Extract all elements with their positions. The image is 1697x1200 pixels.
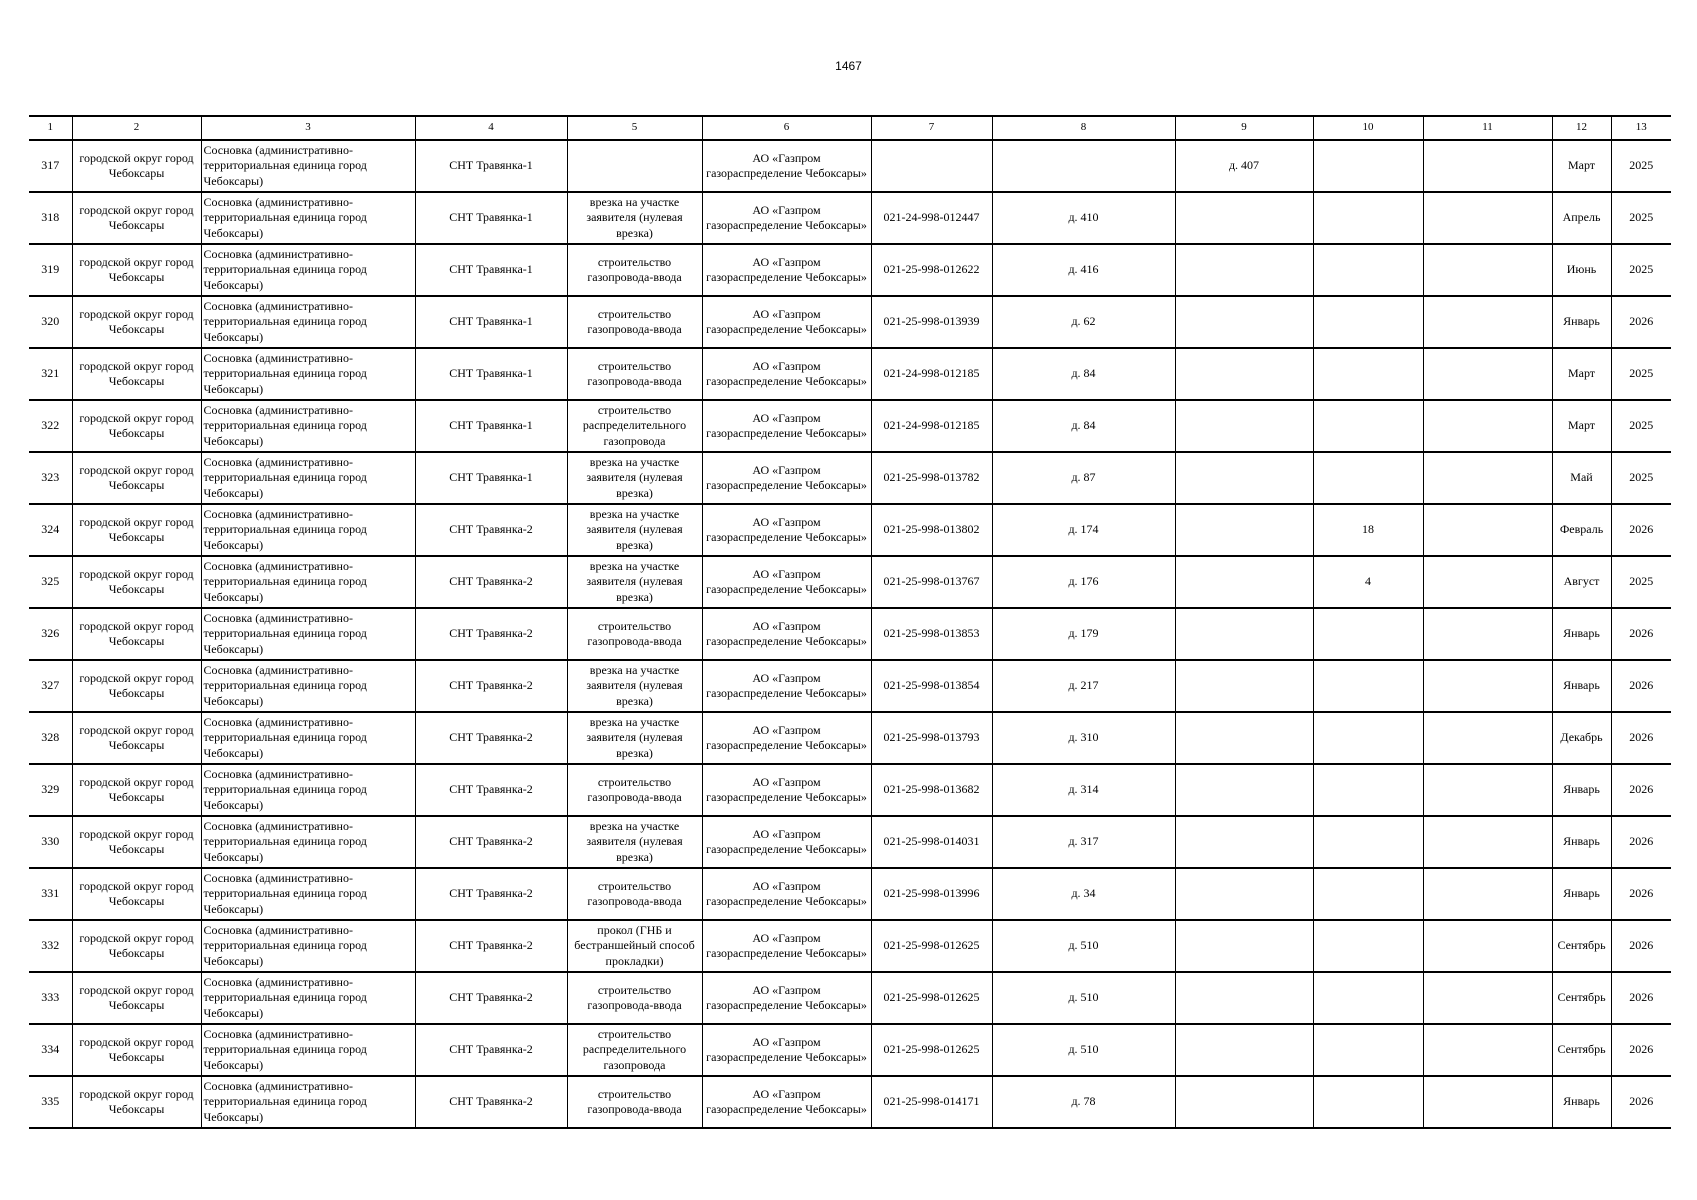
district-cell: городской округ город Чебоксары xyxy=(72,660,201,712)
month-cell: Апрель xyxy=(1552,192,1611,244)
organization-cell: АО «Газпром газораспределение Чебоксары» xyxy=(702,556,871,608)
month-cell: Январь xyxy=(1552,608,1611,660)
column-header: 12 xyxy=(1552,116,1611,140)
organization-cell: АО «Газпром газораспределение Чебоксары» xyxy=(702,712,871,764)
work-type-cell: врезка на участке заявителя (нулевая врезка) xyxy=(567,504,702,556)
row-number-cell: 323 xyxy=(29,452,72,504)
row-number-cell: 327 xyxy=(29,660,72,712)
snt-cell: СНТ Травянка-2 xyxy=(415,972,567,1024)
application-code-cell: 021-25-998-013939 xyxy=(871,296,992,348)
column-10-cell: 4 xyxy=(1313,556,1423,608)
year-cell: 2025 xyxy=(1611,452,1671,504)
work-type-cell: врезка на участке заявителя (нулевая врезка) xyxy=(567,712,702,764)
column-11-cell xyxy=(1423,1024,1552,1076)
organization-cell: АО «Газпром газораспределение Чебоксары» xyxy=(702,400,871,452)
table-row xyxy=(29,348,1671,400)
column-11-cell xyxy=(1423,972,1552,1024)
row-number-cell: 328 xyxy=(29,712,72,764)
year-cell: 2026 xyxy=(1611,972,1671,1024)
district-cell: городской округ город Чебоксары xyxy=(72,296,201,348)
year-cell: 2026 xyxy=(1611,816,1671,868)
column-11-cell xyxy=(1423,868,1552,920)
house-number-cell: д. 174 xyxy=(992,504,1175,556)
column-9-cell xyxy=(1175,1024,1313,1076)
snt-cell: СНТ Травянка-2 xyxy=(415,712,567,764)
snt-cell: СНТ Травянка-2 xyxy=(415,504,567,556)
column-header: 11 xyxy=(1423,116,1552,140)
district-cell: городской округ город Чебоксары xyxy=(72,1076,201,1128)
application-code-cell: 021-25-998-013793 xyxy=(871,712,992,764)
application-code-cell xyxy=(871,140,992,192)
table-row xyxy=(29,192,1671,244)
table-row xyxy=(29,244,1671,296)
work-type-cell: строительство газопровода-ввода xyxy=(567,764,702,816)
locality-cell: Сосновка (административно-территориальная единица город Чебоксары) xyxy=(201,920,415,972)
house-number-cell: д. 510 xyxy=(992,1024,1175,1076)
organization-cell: АО «Газпром газораспределение Чебоксары» xyxy=(702,608,871,660)
work-type-cell: врезка на участке заявителя (нулевая врезка) xyxy=(567,816,702,868)
column-9-cell xyxy=(1175,400,1313,452)
district-cell: городской округ город Чебоксары xyxy=(72,192,201,244)
district-cell: городской округ город Чебоксары xyxy=(72,764,201,816)
organization-cell: АО «Газпром газораспределение Чебоксары» xyxy=(702,296,871,348)
column-header: 7 xyxy=(871,116,992,140)
house-number-cell: д. 217 xyxy=(992,660,1175,712)
table-row xyxy=(29,660,1671,712)
column-header: 2 xyxy=(72,116,201,140)
column-10-cell xyxy=(1313,400,1423,452)
month-cell: Август xyxy=(1552,556,1611,608)
year-cell: 2026 xyxy=(1611,660,1671,712)
column-9-cell xyxy=(1175,712,1313,764)
locality-cell: Сосновка (административно-территориальная единица город Чебоксары) xyxy=(201,244,415,296)
work-type-cell: врезка на участке заявителя (нулевая врезка) xyxy=(567,660,702,712)
column-9-cell xyxy=(1175,868,1313,920)
table-row xyxy=(29,556,1671,608)
application-code-cell: 021-24-998-012447 xyxy=(871,192,992,244)
column-11-cell xyxy=(1423,1076,1552,1128)
month-cell: Январь xyxy=(1552,764,1611,816)
year-cell: 2026 xyxy=(1611,296,1671,348)
locality-cell: Сосновка (административно-территориальная единица город Чебоксары) xyxy=(201,764,415,816)
month-cell: Февраль xyxy=(1552,504,1611,556)
district-cell: городской округ город Чебоксары xyxy=(72,556,201,608)
column-9-cell xyxy=(1175,556,1313,608)
row-number-cell: 320 xyxy=(29,296,72,348)
row-number-cell: 334 xyxy=(29,1024,72,1076)
column-11-cell xyxy=(1423,140,1552,192)
month-cell: Январь xyxy=(1552,868,1611,920)
row-number-cell: 335 xyxy=(29,1076,72,1128)
district-cell: городской округ город Чебоксары xyxy=(72,400,201,452)
locality-cell: Сосновка (административно-территориальная единица город Чебоксары) xyxy=(201,140,415,192)
month-cell: Июнь xyxy=(1552,244,1611,296)
application-code-cell: 021-25-998-013802 xyxy=(871,504,992,556)
month-cell: Январь xyxy=(1552,816,1611,868)
column-header: 13 xyxy=(1611,116,1671,140)
snt-cell: СНТ Травянка-2 xyxy=(415,764,567,816)
organization-cell: АО «Газпром газораспределение Чебоксары» xyxy=(702,816,871,868)
organization-cell: АО «Газпром газораспределение Чебоксары» xyxy=(702,1024,871,1076)
application-code-cell: 021-24-998-012185 xyxy=(871,348,992,400)
row-number-cell: 331 xyxy=(29,868,72,920)
locality-cell: Сосновка (административно-территориальная единица город Чебоксары) xyxy=(201,660,415,712)
column-9-cell xyxy=(1175,920,1313,972)
organization-cell: АО «Газпром газораспределение Чебоксары» xyxy=(702,348,871,400)
snt-cell: СНТ Травянка-2 xyxy=(415,868,567,920)
month-cell: Январь xyxy=(1552,660,1611,712)
year-cell: 2025 xyxy=(1611,348,1671,400)
district-cell: городской округ город Чебоксары xyxy=(72,504,201,556)
column-header: 8 xyxy=(992,116,1175,140)
register-table xyxy=(29,115,1671,1129)
column-11-cell xyxy=(1423,660,1552,712)
column-10-cell xyxy=(1313,608,1423,660)
locality-cell: Сосновка (административно-территориальная единица город Чебоксары) xyxy=(201,504,415,556)
table-row xyxy=(29,1076,1671,1128)
organization-cell: АО «Газпром газораспределение Чебоксары» xyxy=(702,504,871,556)
month-cell: Сентябрь xyxy=(1552,1024,1611,1076)
locality-cell: Сосновка (административно-территориальная единица город Чебоксары) xyxy=(201,608,415,660)
locality-cell: Сосновка (административно-территориальная единица город Чебоксары) xyxy=(201,296,415,348)
table-row xyxy=(29,764,1671,816)
table-row xyxy=(29,400,1671,452)
column-10-cell xyxy=(1313,868,1423,920)
work-type-cell xyxy=(567,140,702,192)
work-type-cell: прокол (ГНБ и бестраншейный способ прокладки) xyxy=(567,920,702,972)
column-9-cell xyxy=(1175,504,1313,556)
row-number-cell: 325 xyxy=(29,556,72,608)
application-code-cell: 021-25-998-013767 xyxy=(871,556,992,608)
column-header: 9 xyxy=(1175,116,1313,140)
district-cell: городской округ город Чебоксары xyxy=(72,920,201,972)
year-cell: 2025 xyxy=(1611,140,1671,192)
application-code-cell: 021-24-998-012185 xyxy=(871,400,992,452)
column-11-cell xyxy=(1423,712,1552,764)
application-code-cell: 021-25-998-013996 xyxy=(871,868,992,920)
column-9-cell xyxy=(1175,764,1313,816)
district-cell: городской округ город Чебоксары xyxy=(72,816,201,868)
year-cell: 2025 xyxy=(1611,400,1671,452)
work-type-cell: врезка на участке заявителя (нулевая врезка) xyxy=(567,556,702,608)
month-cell: Март xyxy=(1552,400,1611,452)
organization-cell: АО «Газпром газораспределение Чебоксары» xyxy=(702,140,871,192)
column-10-cell xyxy=(1313,972,1423,1024)
work-type-cell: строительство газопровода-ввода xyxy=(567,1076,702,1128)
snt-cell: СНТ Травянка-2 xyxy=(415,920,567,972)
house-number-cell: д. 510 xyxy=(992,972,1175,1024)
table-row xyxy=(29,608,1671,660)
snt-cell: СНТ Травянка-1 xyxy=(415,192,567,244)
application-code-cell: 021-25-998-012625 xyxy=(871,1024,992,1076)
work-type-cell: строительство газопровода-ввода xyxy=(567,972,702,1024)
house-number-cell: д. 84 xyxy=(992,348,1175,400)
row-number-cell: 319 xyxy=(29,244,72,296)
year-cell: 2026 xyxy=(1611,504,1671,556)
snt-cell: СНТ Травянка-1 xyxy=(415,400,567,452)
column-11-cell xyxy=(1423,452,1552,504)
table-row xyxy=(29,712,1671,764)
district-cell: городской округ город Чебоксары xyxy=(72,1024,201,1076)
row-number-cell: 322 xyxy=(29,400,72,452)
work-type-cell: строительство газопровода-ввода xyxy=(567,296,702,348)
snt-cell: СНТ Травянка-1 xyxy=(415,452,567,504)
work-type-cell: строительство распределительного газопровода xyxy=(567,1024,702,1076)
column-10-cell xyxy=(1313,660,1423,712)
table-row xyxy=(29,140,1671,192)
application-code-cell: 021-25-998-013854 xyxy=(871,660,992,712)
house-number-cell: д. 510 xyxy=(992,920,1175,972)
house-number-cell: д. 314 xyxy=(992,764,1175,816)
table-row xyxy=(29,816,1671,868)
district-cell: городской округ город Чебоксары xyxy=(72,452,201,504)
snt-cell: СНТ Травянка-2 xyxy=(415,1076,567,1128)
locality-cell: Сосновка (административно-территориальная единица город Чебоксары) xyxy=(201,400,415,452)
column-9-cell xyxy=(1175,1076,1313,1128)
snt-cell: СНТ Травянка-2 xyxy=(415,816,567,868)
locality-cell: Сосновка (административно-территориальная единица город Чебоксары) xyxy=(201,868,415,920)
snt-cell: СНТ Травянка-2 xyxy=(415,608,567,660)
table-row xyxy=(29,920,1671,972)
work-type-cell: строительство газопровода-ввода xyxy=(567,348,702,400)
table-body xyxy=(29,140,1671,1128)
column-11-cell xyxy=(1423,504,1552,556)
column-header: 1 xyxy=(29,116,72,140)
column-11-cell xyxy=(1423,816,1552,868)
column-10-cell xyxy=(1313,192,1423,244)
column-9-cell xyxy=(1175,608,1313,660)
column-10-cell xyxy=(1313,452,1423,504)
row-number-cell: 332 xyxy=(29,920,72,972)
month-cell: Сентябрь xyxy=(1552,920,1611,972)
house-number-cell: д. 310 xyxy=(992,712,1175,764)
column-10-cell xyxy=(1313,296,1423,348)
organization-cell: АО «Газпром газораспределение Чебоксары» xyxy=(702,868,871,920)
month-cell: Январь xyxy=(1552,1076,1611,1128)
column-9-cell xyxy=(1175,192,1313,244)
house-number-cell: д. 87 xyxy=(992,452,1175,504)
page-number: 1467 xyxy=(835,59,862,73)
column-9-cell xyxy=(1175,296,1313,348)
table-row xyxy=(29,868,1671,920)
year-cell: 2026 xyxy=(1611,1076,1671,1128)
column-11-cell xyxy=(1423,348,1552,400)
table-row xyxy=(29,452,1671,504)
organization-cell: АО «Газпром газораспределение Чебоксары» xyxy=(702,244,871,296)
district-cell: городской округ город Чебоксары xyxy=(72,348,201,400)
month-cell: Март xyxy=(1552,348,1611,400)
snt-cell: СНТ Травянка-1 xyxy=(415,244,567,296)
house-number-cell: д. 317 xyxy=(992,816,1175,868)
district-cell: городской округ город Чебоксары xyxy=(72,244,201,296)
house-number-cell: д. 78 xyxy=(992,1076,1175,1128)
month-cell: Март xyxy=(1552,140,1611,192)
column-10-cell: 18 xyxy=(1313,504,1423,556)
row-number-cell: 318 xyxy=(29,192,72,244)
year-cell: 2026 xyxy=(1611,868,1671,920)
column-10-cell xyxy=(1313,140,1423,192)
month-cell: Январь xyxy=(1552,296,1611,348)
month-cell: Сентябрь xyxy=(1552,972,1611,1024)
column-header: 4 xyxy=(415,116,567,140)
snt-cell: СНТ Травянка-2 xyxy=(415,660,567,712)
column-9-cell xyxy=(1175,244,1313,296)
column-11-cell xyxy=(1423,192,1552,244)
year-cell: 2025 xyxy=(1611,192,1671,244)
organization-cell: АО «Газпром газораспределение Чебоксары» xyxy=(702,452,871,504)
column-header: 5 xyxy=(567,116,702,140)
house-number-cell: д. 179 xyxy=(992,608,1175,660)
application-code-cell: 021-25-998-013853 xyxy=(871,608,992,660)
year-cell: 2025 xyxy=(1611,244,1671,296)
snt-cell: СНТ Травянка-1 xyxy=(415,348,567,400)
year-cell: 2026 xyxy=(1611,764,1671,816)
locality-cell: Сосновка (административно-территориальная единица город Чебоксары) xyxy=(201,192,415,244)
locality-cell: Сосновка (административно-территориальная единица город Чебоксары) xyxy=(201,816,415,868)
locality-cell: Сосновка (административно-территориальная единица город Чебоксары) xyxy=(201,556,415,608)
work-type-cell: врезка на участке заявителя (нулевая врезка) xyxy=(567,192,702,244)
row-number-cell: 330 xyxy=(29,816,72,868)
house-number-cell: д. 84 xyxy=(992,400,1175,452)
table-row xyxy=(29,504,1671,556)
row-number-cell: 321 xyxy=(29,348,72,400)
house-number-cell: д. 34 xyxy=(992,868,1175,920)
house-number-cell: д. 176 xyxy=(992,556,1175,608)
locality-cell: Сосновка (административно-территориальная единица город Чебоксары) xyxy=(201,972,415,1024)
column-9-cell xyxy=(1175,816,1313,868)
column-11-cell xyxy=(1423,244,1552,296)
snt-cell: СНТ Травянка-1 xyxy=(415,296,567,348)
work-type-cell: строительство газопровода-ввода xyxy=(567,244,702,296)
column-header: 10 xyxy=(1313,116,1423,140)
row-number-cell: 333 xyxy=(29,972,72,1024)
district-cell: городской округ город Чебоксары xyxy=(72,868,201,920)
header-row xyxy=(29,116,1671,140)
column-10-cell xyxy=(1313,244,1423,296)
house-number-cell: д. 62 xyxy=(992,296,1175,348)
work-type-cell: строительство газопровода-ввода xyxy=(567,868,702,920)
column-10-cell xyxy=(1313,1024,1423,1076)
column-11-cell xyxy=(1423,608,1552,660)
column-10-cell xyxy=(1313,1076,1423,1128)
column-10-cell xyxy=(1313,348,1423,400)
locality-cell: Сосновка (административно-территориальная единица город Чебоксары) xyxy=(201,452,415,504)
row-number-cell: 329 xyxy=(29,764,72,816)
work-type-cell: строительство газопровода-ввода xyxy=(567,608,702,660)
application-code-cell: 021-25-998-013782 xyxy=(871,452,992,504)
column-11-cell xyxy=(1423,400,1552,452)
table-row xyxy=(29,1024,1671,1076)
locality-cell: Сосновка (административно-территориальная единица город Чебоксары) xyxy=(201,348,415,400)
house-number-cell xyxy=(992,140,1175,192)
column-10-cell xyxy=(1313,816,1423,868)
column-9-cell xyxy=(1175,660,1313,712)
work-type-cell: врезка на участке заявителя (нулевая врезка) xyxy=(567,452,702,504)
organization-cell: АО «Газпром газораспределение Чебоксары» xyxy=(702,660,871,712)
snt-cell: СНТ Травянка-2 xyxy=(415,1024,567,1076)
table-row xyxy=(29,972,1671,1024)
house-number-cell: д. 410 xyxy=(992,192,1175,244)
year-cell: 2026 xyxy=(1611,608,1671,660)
application-code-cell: 021-25-998-013682 xyxy=(871,764,992,816)
table-row xyxy=(29,296,1671,348)
year-cell: 2025 xyxy=(1611,556,1671,608)
district-cell: городской округ город Чебоксары xyxy=(72,608,201,660)
organization-cell: АО «Газпром газораспределение Чебоксары» xyxy=(702,764,871,816)
column-9-cell: д. 407 xyxy=(1175,140,1313,192)
column-10-cell xyxy=(1313,920,1423,972)
application-code-cell: 021-25-998-012625 xyxy=(871,920,992,972)
month-cell: Декабрь xyxy=(1552,712,1611,764)
organization-cell: АО «Газпром газораспределение Чебоксары» xyxy=(702,1076,871,1128)
application-code-cell: 021-25-998-014171 xyxy=(871,1076,992,1128)
district-cell: городской округ город Чебоксары xyxy=(72,712,201,764)
column-header: 3 xyxy=(201,116,415,140)
column-9-cell xyxy=(1175,348,1313,400)
month-cell: Май xyxy=(1552,452,1611,504)
column-10-cell xyxy=(1313,712,1423,764)
column-9-cell xyxy=(1175,452,1313,504)
column-header: 6 xyxy=(702,116,871,140)
column-11-cell xyxy=(1423,920,1552,972)
organization-cell: АО «Газпром газораспределение Чебоксары» xyxy=(702,972,871,1024)
locality-cell: Сосновка (административно-территориальная единица город Чебоксары) xyxy=(201,1024,415,1076)
column-11-cell xyxy=(1423,296,1552,348)
year-cell: 2026 xyxy=(1611,1024,1671,1076)
column-11-cell xyxy=(1423,764,1552,816)
organization-cell: АО «Газпром газораспределение Чебоксары» xyxy=(702,920,871,972)
column-11-cell xyxy=(1423,556,1552,608)
work-type-cell: строительство распределительного газопровода xyxy=(567,400,702,452)
year-cell: 2026 xyxy=(1611,712,1671,764)
year-cell: 2026 xyxy=(1611,920,1671,972)
application-code-cell: 021-25-998-014031 xyxy=(871,816,992,868)
application-code-cell: 021-25-998-012625 xyxy=(871,972,992,1024)
locality-cell: Сосновка (административно-территориальная единица город Чебоксары) xyxy=(201,1076,415,1128)
application-code-cell: 021-25-998-012622 xyxy=(871,244,992,296)
row-number-cell: 324 xyxy=(29,504,72,556)
district-cell: городской округ город Чебоксары xyxy=(72,972,201,1024)
snt-cell: СНТ Травянка-2 xyxy=(415,556,567,608)
locality-cell: Сосновка (административно-территориальная единица город Чебоксары) xyxy=(201,712,415,764)
snt-cell: СНТ Травянка-1 xyxy=(415,140,567,192)
row-number-cell: 326 xyxy=(29,608,72,660)
organization-cell: АО «Газпром газораспределение Чебоксары» xyxy=(702,192,871,244)
house-number-cell: д. 416 xyxy=(992,244,1175,296)
district-cell: городской округ город Чебоксары xyxy=(72,140,201,192)
column-9-cell xyxy=(1175,972,1313,1024)
column-10-cell xyxy=(1313,764,1423,816)
row-number-cell: 317 xyxy=(29,140,72,192)
